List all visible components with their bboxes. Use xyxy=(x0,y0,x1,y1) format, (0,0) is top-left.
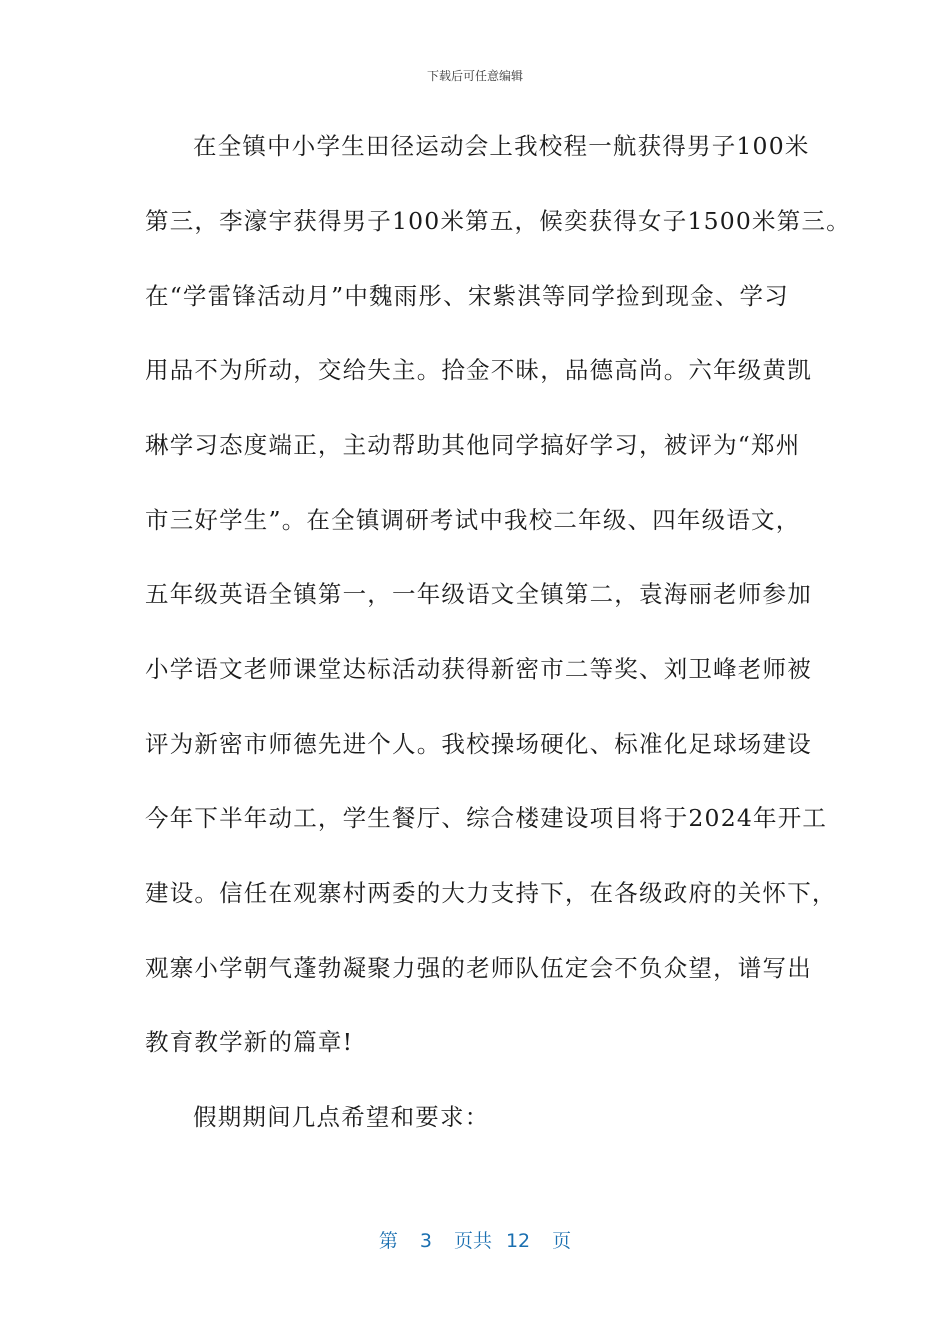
section-heading: 假期期间几点希望和要求： xyxy=(193,1103,490,1131)
paragraph-line: 琳学习态度端正，主动帮助其他同学搞好学习，被评为“郑州 xyxy=(145,431,801,459)
paragraph-line: 市三好学生”。在全镇调研考试中我校二年级、四年级语文， xyxy=(145,506,801,534)
paragraph-line: 观寨小学朝气蓬勃凝聚力强的老师队伍定会不负众望，谱写出 xyxy=(145,954,812,982)
paragraph-line: 五年级英语全镇第一，一年级语文全镇第二，袁海丽老师参加 xyxy=(145,580,812,608)
header-note: 下载后可任意编辑 xyxy=(426,69,523,83)
footer-prefix: 第 xyxy=(378,1230,398,1252)
paragraph-line: 在“学雷锋活动月”中魏雨彤、宋紫淇等同学捡到现金、学习 xyxy=(145,282,789,310)
footer-middle: 页共 xyxy=(453,1230,492,1252)
page-footer xyxy=(0,1226,950,1253)
paragraph-line: 建设。信任在观寨村两委的大力支持下，在各级政府的关怀下， xyxy=(145,879,837,907)
paragraph-line: 用品不为所动，交给失主。拾金不昧，品德高尚。六年级黄凯 xyxy=(145,356,812,384)
footer-total-pages: 12 xyxy=(505,1230,531,1252)
footer-current-page: 3 xyxy=(419,1230,432,1252)
paragraph-line: 评为新密市师德先进个人。我校操场硬化、标准化足球场建设 xyxy=(145,730,812,758)
paragraph-line: 第三，李濠宇获得男子100米第五，候奕获得女子1500米第三。 xyxy=(145,207,851,235)
paragraph-line: 今年下半年动工，学生餐厅、综合楼建设项目将于2024年开工 xyxy=(145,804,828,832)
paragraph-line: 小学语文老师课堂达标活动获得新密市二等奖、刘卫峰老师被 xyxy=(145,655,812,683)
paragraph-line: 教育教学新的篇章! xyxy=(145,1028,354,1056)
footer-suffix: 页 xyxy=(552,1230,572,1252)
paragraph-line: 在全镇中小学生田径运动会上我校程一航获得男子100米 xyxy=(193,132,810,160)
